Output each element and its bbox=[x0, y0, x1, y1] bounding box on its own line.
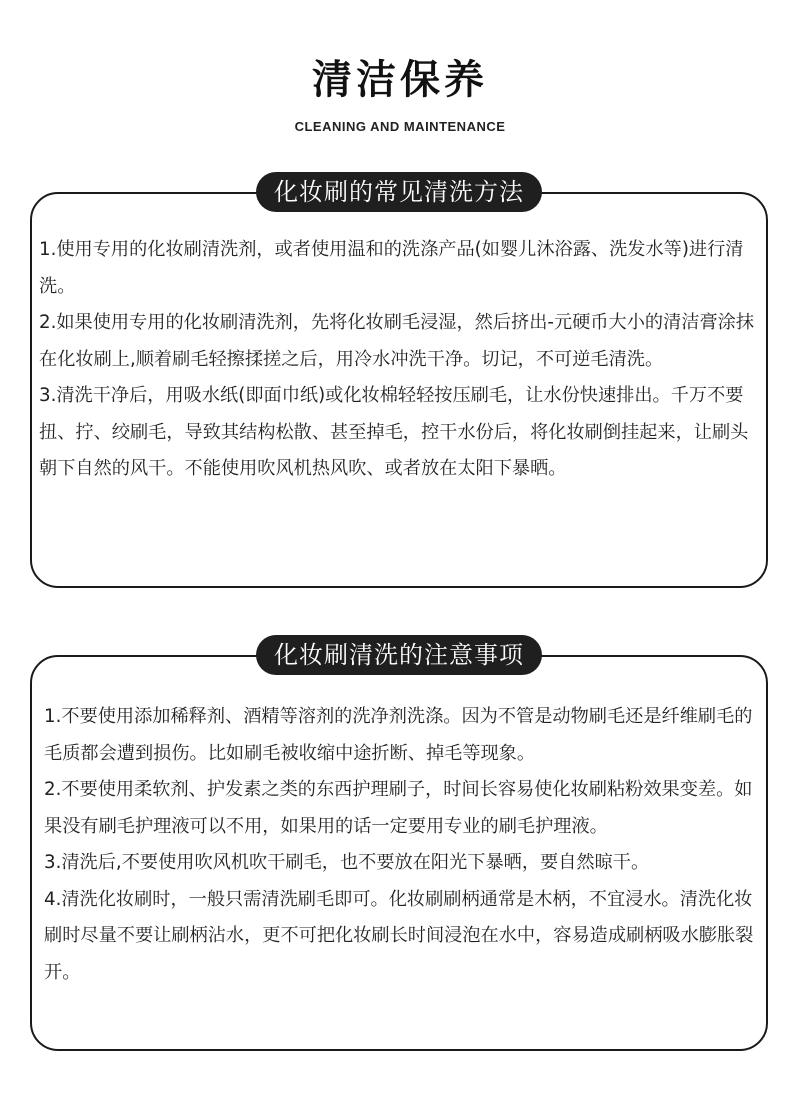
page-title: 清洁保养 bbox=[312, 56, 488, 103]
paragraph: 2.不要使用柔软剂、护发素之类的东西护理刷子，时间长容易使化妆刷粘粉效果变差。如果没有刷毛护理液可以不用，如果用的话一定要用专业的刷毛护理液。 bbox=[44, 779, 753, 837]
paragraph: 4.清洗化妆刷时，一般只需清洗刷毛即可。化妆刷刷柄通常是木柄，不宜浸水。清洗化妆刷时尽量不要让刷柄沾水，更不可把化妆刷长时间浸泡在水中，容易造成刷柄吸水膨胀裂开。 bbox=[44, 888, 754, 983]
section-cleaning-precautions bbox=[30, 641, 768, 1051]
paragraph: 3.清洗后,不要使用吹风机吹干刷毛，也不要放在阳光下暴晒，要自然晾干。 bbox=[44, 852, 650, 873]
section-heading: 化妆刷的常见清洗方法 bbox=[256, 172, 542, 212]
section-heading: 化妆刷清洗的注意事项 bbox=[256, 635, 542, 675]
paragraph: 1.使用专用的化妆刷清洗剂，或者使用温和的洗涤产品(如婴儿沐浴露、洗发水等)进行清洗。 bbox=[39, 239, 744, 297]
section-body bbox=[44, 699, 758, 991]
paragraph: 2.如果使用专用的化妆刷清洗剂，先将化妆刷毛浸湿，然后挤出-元硬币大小的清洁膏涂抹在化妆刷上,顺着刷毛轻擦揉搓之后，用冷水冲洗干净。切记，不可逆毛清洗。 bbox=[39, 312, 755, 370]
section-cleaning-methods bbox=[30, 178, 768, 588]
paragraph: 1.不要使用添加稀释剂、酒精等溶剂的洗净剂洗涤。因为不管是动物刷毛还是纤维刷毛的毛质都会遭到损伤。比如刷毛被收缩中途折断、掉毛等现象。 bbox=[44, 706, 753, 764]
section-body bbox=[39, 232, 756, 488]
paragraph: 3.清洗干净后，用吸水纸(即面巾纸)或化妆棉轻轻按压刷毛，让水份快速排出。千万不要扭、拧、绞刷毛，导致其结构松散、甚至掉毛，控干水份后，将化妆刷倒挂起来，让刷头朝下自然的风干。不能使用吹风机热风吹、或者放在太阳下暴晒。 bbox=[39, 385, 749, 479]
page-subtitle: CLEANING AND MAINTENANCE bbox=[294, 119, 506, 134]
